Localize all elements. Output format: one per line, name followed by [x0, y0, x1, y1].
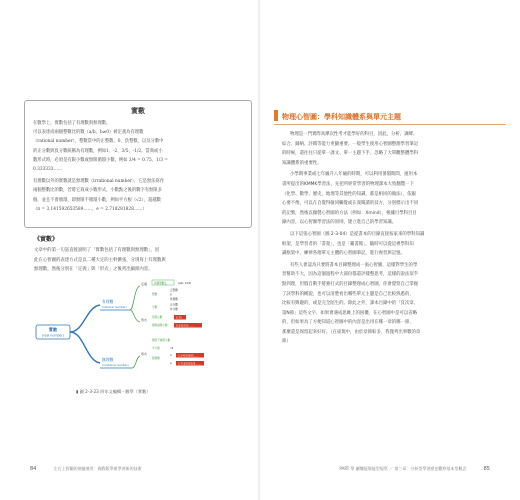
- body-line: 小學期事業或七年級升八年級的時期，可以利用暑假期間，運用本: [290, 172, 418, 178]
- mindmap-leaf: (a/b, b≠0): [178, 281, 192, 285]
- mindmap-sub-line: [132, 356, 140, 368]
- mindmap-leaf: 負分數: [170, 308, 178, 311]
- mindmap-leaf: 超越數: [152, 357, 160, 360]
- body-line: 習幫助不大，因為這個過程中大部份都還評樣整思考，這樣的說法似乎: [282, 272, 419, 278]
- body-line: 識框架中，練律各理單元主體的心智圖筆記，進行複習與記憶。: [282, 251, 405, 257]
- figure-caption: ▮ 圖 2-3-23 四年文編輯－數學（實數）: [76, 389, 151, 394]
- body-line: 第N節」這些文字，如果會遇成思維上的困擾，在心智圖中是可以省略: [282, 310, 418, 316]
- mindmap-node: 形式: [141, 352, 148, 356]
- right-body-text: [282, 130, 506, 347]
- mindmap-branch-label-en: (rational number): [102, 305, 127, 309]
- body-line: 書所提出的KMMK學習法，先把所經常學習的物理課本大致翻覽一下: [282, 181, 414, 187]
- mindmap-leaf: 2.718281828……: [178, 362, 201, 366]
- section-heading: 物理心智圖：學科知識體系與單元主題: [282, 113, 401, 121]
- mindmap-leaf: 0.333333……: [176, 324, 194, 328]
- right-page: [260, 0, 520, 500]
- definition-line: 的正分數與負分數統稱為有理數，例如1、-2、3/5、-1/2。當商或小: [33, 148, 163, 154]
- definition-line: 有理數以外的實數就是無理數（irrational number），它是無法寫作: [33, 179, 165, 185]
- mindmap-leaf: 3.14159265……: [178, 354, 199, 358]
- running-footer: 左右上智圖的便捷運用：國際版學報學習新的技術: [53, 466, 142, 471]
- body-line: 錄內容，以心智圖學習法的原則，建立進自己的學習知識。: [282, 220, 397, 226]
- body-line: 無理數。然後分別在「定義」與「形式」之後列出細節內容。: [34, 267, 153, 273]
- mindmap-leaf: 正整數: [170, 289, 178, 292]
- mindmap-leaf: π: [170, 354, 172, 357]
- definition-line: 個，並且不會循環，即無限不循環小數，例如平方根（√2），超越數: [33, 197, 161, 203]
- mindmap-center-label: 實數: [48, 327, 58, 332]
- body-line: 綜合、歸納、評價等能力更顯重要。一般學生使用心智圖整理學習筆記: [282, 141, 419, 147]
- body-line: 那麼還是保留起來好好。（在東現中，由於章節較多，我僅列出事數的章: [282, 329, 421, 335]
- body-line: 的記號，然後以擷製心智圖的方法（例如：Xmind），根據目學科目目: [282, 210, 417, 216]
- mindmap-node: 定義: [141, 282, 148, 286]
- body-line: 節）: [282, 339, 291, 345]
- body-line: 心要不像，可以在自覺得敏同觸覺或在義閱讀的技方，分別標示出不同: [282, 201, 419, 207]
- mindmap-sub-line: [130, 286, 140, 310]
- mindmap-leaf: 無限循環小數: [152, 324, 168, 327]
- mindmap-leaf: 0: [170, 293, 172, 297]
- mindmap-branch-label-en: (irrational number): [102, 363, 129, 367]
- definition-line: 數形式時，必須是有限小數或無限循環小數，例如 3/4 = 0.75、1/3 =: [33, 157, 168, 163]
- mindmap-leaf: e: [170, 362, 172, 365]
- mindmap-branch-line: [70, 305, 100, 332]
- heading-rule: [274, 124, 506, 125]
- body-line: 的，但如果為了方便知道心智圖中的內容是出用在哪一章的哪一節，: [282, 320, 414, 326]
- mindmap-leaf: 平方根: [152, 347, 160, 350]
- definition-line: 在數學上，實數包括了有理數與無理數。: [33, 121, 111, 126]
- body-line: 以下這張心智圖（圖 2-3-04）是從書本的目錄直接按家來的學科知識: [290, 231, 425, 237]
- mindmap-leaf: √2: [170, 347, 174, 350]
- mindmap-leaf: 負整數: [170, 298, 178, 301]
- body-line: 有些人會認為只要將書本目錄整理成一張心智圖，這樣對學生的學: [290, 262, 418, 268]
- heading-accent-bar: [274, 110, 278, 121]
- mindmap-leaf: 正分數: [170, 303, 178, 307]
- mindmap-figure: [34, 277, 246, 385]
- running-footer: PART 學 屬魏能與能型規學 ／ 第三章：分析型學習歷史觀察基本型概念: [339, 466, 467, 471]
- definition-box: [24, 100, 252, 228]
- mindmap-leaf: 分數: [152, 306, 158, 309]
- definition-line: （π = 3.141592653589……，e = 2.718281828……）: [33, 206, 147, 212]
- definition-line: 兩個整數比的數，若將它寫成小數形式，小數點之後的數字有無限多: [33, 188, 162, 194]
- body-line: 的時候，還往往只從單一課文、單一主題下手，忽略了大單觀整體學科: [282, 151, 419, 157]
- body-line: 點到理，但假自動手將強打式的目錄整理成心智圖，你會覺察自己掌握: [282, 281, 419, 287]
- mindmap-leaf: 整數: [152, 293, 158, 296]
- mindmap-branch-label: 有理數: [102, 299, 114, 304]
- body-line: 物理是一門實際高爆次性考才能學好的科目，因此，分析、調縛、: [290, 132, 418, 137]
- mindmap-leaf: 0.75: [176, 316, 182, 320]
- page-number: 85: [483, 466, 490, 472]
- body-line: 框架，是學習者的「書架」，也是「藏書館」，隨時可以從這裡學科知: [282, 241, 414, 247]
- left-body-text: [34, 246, 246, 275]
- body-line: （化學、數學、歷史、地理等其他性的知識，都是相同的做法），依親: [282, 191, 416, 197]
- page-number: 84: [30, 466, 37, 472]
- right-footer: [339, 466, 490, 472]
- mindmap-leaf: 無限不循環小數: [152, 339, 171, 342]
- definition-line: 0.333333……: [33, 167, 63, 173]
- body-line: 知識體系的重要性。: [282, 160, 322, 166]
- body-line: 此在心智圖的表達方式是以二種大定的主幹擴張，分別寫上有理數與: [34, 257, 166, 263]
- mindmap-branch-label: 無理數: [102, 357, 114, 362]
- mindmap-leaf: 有限小數: [152, 316, 163, 319]
- mindmap-sub-line: [130, 310, 140, 322]
- mindmap-branch-line: [70, 332, 100, 363]
- section-tag: 《實數》: [34, 236, 59, 243]
- definition-line: 可以表達成兩個整數比的數（a/b，b≠0）被定義為有理數: [33, 130, 144, 136]
- body-line: 了該學科的概貌，也可以清楚看出哪些單元主題是自己比較熟悉的，: [282, 291, 414, 297]
- left-footer: [30, 466, 142, 472]
- definition-title: 實數: [131, 106, 145, 115]
- body-line: 文章中的第一句話直接說明了「實數包括了有理數與無理數」，因: [34, 248, 160, 253]
- body-line: 比較有興趣的，或是完全陌生的。除此之外，課本目錄中的「頁次章、: [282, 301, 419, 307]
- mindmap-center-label-en: (real number): [42, 333, 64, 338]
- mindmap-leaf: 兩個整數比: [154, 281, 167, 285]
- definition-line: （rational number），整數當中的正整數、0、負整數，以及分數中: [33, 139, 164, 145]
- mindmap-node: 形式: [141, 318, 148, 322]
